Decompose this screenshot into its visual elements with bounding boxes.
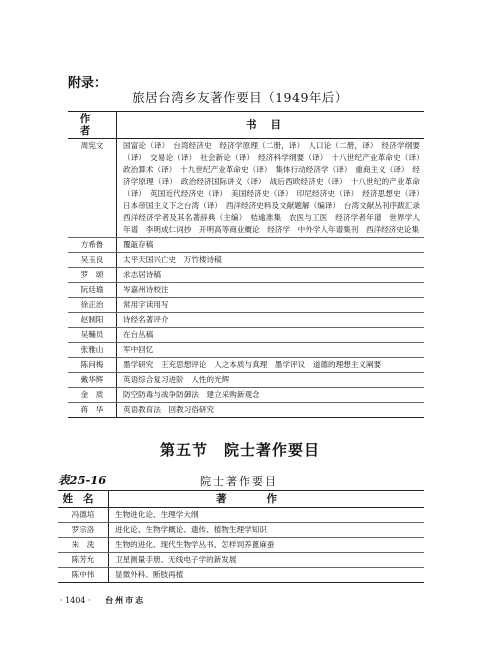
works-cell: 显微外科、断肢再植 bbox=[109, 568, 425, 583]
appendix-label: 附录： bbox=[68, 76, 108, 91]
author-cell: 蒋 华 bbox=[68, 403, 117, 418]
table2-academician-works bbox=[58, 490, 424, 583]
works-cell: 太平天国兴亡史 万竹楼诗稿 bbox=[117, 253, 425, 268]
table-row bbox=[68, 403, 424, 418]
works-cell: 国富论（译） 台湾经济史 经济学原理（二册，译） 人口论（二册，译） 经济学纲要（译） 交易论（译） 社会新论（译） 经济科学纲要（译） 十八世纪产业革命史（译） 政治算术（译） 十九世纪产业革命史（译） 集体行动经济学（译） 重商主义（译） 经济学原理（译） 政治经济国际讲义（译） 战后西欧经济史（译） 十八世纪的产业革命（译） 英国近代经济史（译） 美国经济史（译） 印尼经济史（译） 经济思想史（译） 日本帝国主义下之台湾（译） 西洋经济史料及文献题解（编译） 台湾文献丛刊序跋汇录 西洋经济学者及其名著辞典（主编） 桔逾准集 农医与工医 经济学者年谱 世界学人年谱 李明成仁词抄 开明高等商业概论 经济学 中外学人年谱集刊 西洋经济史论集 bbox=[117, 139, 425, 238]
works-cell: 覆瓿存稿 bbox=[117, 238, 425, 253]
book-title: 台州市志 bbox=[105, 595, 146, 605]
works-cell: 墨学研究 王充思想评论 人之本质与真理 墨学评议 道德的理想主义阐要 bbox=[117, 358, 425, 373]
table2-number: 表25-16 bbox=[58, 473, 107, 487]
page-number: · 1404 · bbox=[60, 596, 91, 605]
works-cell: 进化论、生物学概论、遗传、植物生理学知识 bbox=[109, 523, 425, 538]
table-row bbox=[68, 388, 424, 403]
table-row bbox=[68, 343, 424, 358]
works-cell: 卫星测量手册、无线电子学的新发展 bbox=[109, 553, 425, 568]
author-cell: 吴玉良 bbox=[68, 253, 117, 268]
table-row bbox=[68, 358, 424, 373]
works-cell: 生物进化论、生理学大纲 bbox=[109, 508, 425, 523]
author-cell: 阮廷瑜 bbox=[68, 283, 117, 298]
table2-header-works: 著作 bbox=[109, 491, 425, 508]
name-cell: 陈芳允 bbox=[58, 553, 109, 568]
works-cell: 诗经名著评介 bbox=[117, 313, 425, 328]
section-heading: 第五节 院士著作要目 bbox=[159, 441, 320, 459]
page-footer bbox=[60, 595, 145, 606]
table-row bbox=[68, 298, 424, 313]
works-cell: 求志居诗稿 bbox=[117, 268, 425, 283]
table-row bbox=[68, 253, 424, 268]
name-cell: 罗宗洛 bbox=[58, 523, 109, 538]
works-cell: 在台丛稿 bbox=[117, 328, 425, 343]
table-row bbox=[68, 268, 424, 283]
table-row bbox=[58, 568, 424, 583]
table-row bbox=[68, 328, 424, 343]
author-cell: 戴华辉 bbox=[68, 373, 117, 388]
works-cell: 常用字读用写 bbox=[117, 298, 425, 313]
author-cell: 陈问梅 bbox=[68, 358, 117, 373]
author-cell: 罗 颂 bbox=[68, 268, 117, 283]
table1-authors-works bbox=[68, 111, 428, 418]
table-row bbox=[68, 283, 424, 298]
author-cell: 金 质 bbox=[68, 388, 117, 403]
table-row bbox=[68, 313, 424, 328]
author-cell: 周宪文 bbox=[68, 139, 117, 238]
works-cell: 生物的进化、现代生物学丛书、怎样饲养蓖麻蚕 bbox=[109, 538, 425, 553]
table2-header-name: 姓名 bbox=[58, 491, 109, 508]
table-row bbox=[68, 238, 424, 253]
author-cell: 徐正治 bbox=[68, 298, 117, 313]
name-cell: 冯德培 bbox=[58, 508, 109, 523]
works-cell: 英语综合复习进阶 人性的光辉 bbox=[117, 373, 425, 388]
table2-title: 院士著作要目 bbox=[200, 475, 278, 488]
author-cell: 张雅山 bbox=[68, 343, 117, 358]
author-cell: 赵制阳 bbox=[68, 313, 117, 328]
author-cell: 方希鲁 bbox=[68, 238, 117, 253]
table-row bbox=[68, 139, 424, 238]
table1-header-works: 书目 bbox=[117, 112, 425, 139]
table-row bbox=[58, 538, 424, 553]
table-row bbox=[58, 523, 424, 538]
works-cell: 岑嘉州诗校注 bbox=[117, 283, 425, 298]
name-cell: 朱 洗 bbox=[58, 538, 109, 553]
name-cell: 陈中伟 bbox=[58, 568, 109, 583]
table1-title: 旅居台湾乡友著作要目（1949年后） bbox=[132, 90, 348, 105]
table-row bbox=[58, 508, 424, 523]
table-row bbox=[68, 373, 424, 388]
author-cell: 吴輔员 bbox=[68, 328, 117, 343]
works-cell: 英语教育法 回教习俗研究 bbox=[117, 403, 425, 418]
table1-header-author: 作者 bbox=[68, 112, 117, 139]
table-row bbox=[58, 553, 424, 568]
works-cell: 军中回忆 bbox=[117, 343, 425, 358]
works-cell: 防空防毒与战争防御法 建立采购新观念 bbox=[117, 388, 425, 403]
